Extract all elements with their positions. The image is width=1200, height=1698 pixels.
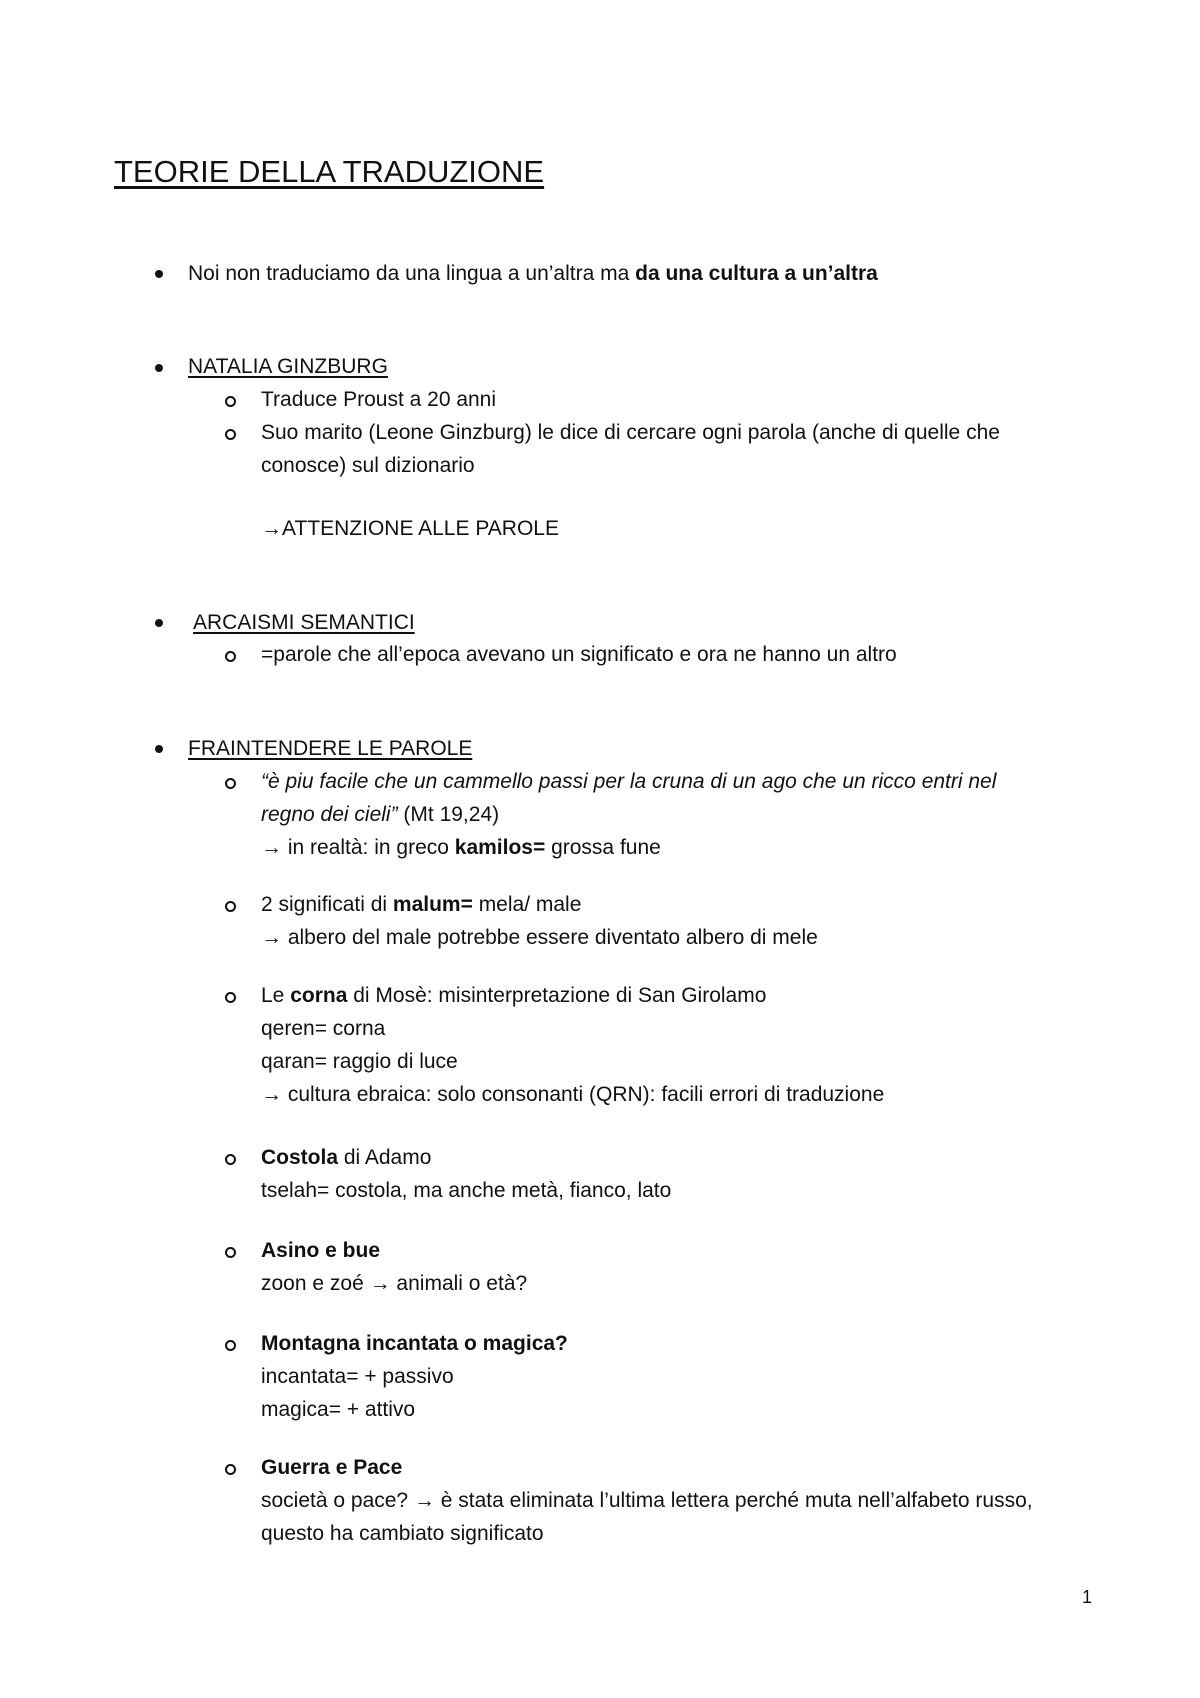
arrow-right-icon: → xyxy=(261,836,282,859)
cammello-reference: (Mt 19,24) xyxy=(397,803,500,826)
circle-bullet-icon xyxy=(225,1247,236,1258)
guerra-line-1: Guerra e Pace xyxy=(261,1456,403,1479)
intro-text: Noi non traduciamo da una lingua a un’altra ma xyxy=(188,262,636,285)
costola-text: di Adamo xyxy=(338,1146,432,1169)
cammello-quote-text: regno dei cieli” xyxy=(261,803,398,826)
corna-line-3: qaran= raggio di luce xyxy=(261,1050,458,1073)
costola-line-1 xyxy=(261,1147,431,1168)
corna-note xyxy=(261,1084,884,1105)
arrow-right-icon: → xyxy=(413,1489,435,1512)
circle-bullet-icon xyxy=(225,429,236,440)
corna-text-end: di Mosè: misinterpretazione di San Girolamo xyxy=(347,984,767,1007)
arrow-right-icon: → xyxy=(261,926,282,949)
circle-bullet-icon xyxy=(225,1154,236,1165)
circle-bullet-icon xyxy=(225,1464,236,1475)
malum-note xyxy=(261,927,818,948)
montagna-line-3: magica= + attivo xyxy=(261,1398,416,1421)
costola-line-2: tselah= costola, ma anche metà, fianco, lato xyxy=(261,1179,672,1202)
bullet-icon xyxy=(155,364,163,372)
cammello-note xyxy=(261,837,661,858)
guerra-line-2 xyxy=(261,1490,1033,1511)
page-title: TEORIE DELLA TRADUZIONE xyxy=(114,154,545,189)
intro-text-bold: da una cultura a un’altra xyxy=(635,262,878,285)
bullet-icon xyxy=(155,745,163,753)
bullet-icon xyxy=(155,619,163,627)
asino-text-end: animali o età? xyxy=(390,1272,528,1295)
malum-text-end: mela/ male xyxy=(472,893,582,916)
asino-text: zoon e zoé xyxy=(261,1272,370,1295)
circle-bullet-icon xyxy=(225,1340,236,1351)
ginzburg-item-2-line-1: Suo marito (Leone Ginzburg) le dice di cercare ogni parola (anche di quelle che xyxy=(261,421,1000,444)
cammello-note-text-end: grossa fune xyxy=(545,836,661,859)
montagna-line-2: incantata= + passivo xyxy=(261,1365,454,1388)
cammello-quote-line-2 xyxy=(261,804,499,825)
page-number: 1 xyxy=(1082,1587,1093,1607)
arcaismi-item-1: =parole che all’epoca avevano un significato e ora ne hanno un altro xyxy=(261,643,897,666)
guerra-text-end: è stata eliminata l’ultima lettera perché muta nell’alfabeto russo, xyxy=(434,1489,1033,1512)
circle-bullet-icon xyxy=(225,651,236,662)
arrow-right-icon: → xyxy=(261,1083,282,1106)
asino-line-1: Asino e bue xyxy=(261,1239,381,1262)
asino-line-2 xyxy=(261,1273,527,1294)
arcaismi-heading: ARCAISMI SEMANTICI xyxy=(193,611,415,634)
circle-bullet-icon xyxy=(225,992,236,1003)
intro-line xyxy=(188,263,878,284)
corna-text: Le xyxy=(261,984,291,1007)
ginzburg-note-text: ATTENZIONE ALLE PAROLE xyxy=(282,517,559,540)
circle-bullet-icon xyxy=(225,901,236,912)
corna-note-text: cultura ebraica: solo consonanti (QRN): facili errori di traduzione xyxy=(282,1083,885,1106)
circle-bullet-icon xyxy=(225,778,236,789)
malum-line-1 xyxy=(261,894,581,915)
malum-bold: malum= xyxy=(392,893,473,916)
corna-line-1 xyxy=(261,985,766,1006)
guerra-line-3: questo ha cambiato significato xyxy=(261,1522,544,1545)
ginzburg-item-1: Traduce Proust a 20 anni xyxy=(261,388,497,411)
guerra-text: società o pace? xyxy=(261,1489,414,1512)
malum-note-text: albero del male potrebbe essere diventato albero di mele xyxy=(282,926,818,949)
ginzburg-note xyxy=(261,518,559,539)
ginzburg-item-2-line-2: conosce) sul dizionario xyxy=(261,454,475,477)
circle-bullet-icon xyxy=(225,396,236,407)
montagna-line-1: Montagna incantata o magica? xyxy=(261,1332,568,1355)
malum-text: 2 significati di xyxy=(261,893,393,916)
corna-line-2: qeren= corna xyxy=(261,1017,386,1040)
arrow-right-icon: → xyxy=(369,1272,391,1295)
cammello-quote-line-1: “è piu facile che un cammello passi per la cruna di un ago che un ricco entri nel xyxy=(261,770,997,793)
costola-bold: Costola xyxy=(261,1146,339,1169)
corna-bold: corna xyxy=(290,984,348,1007)
fraintendere-heading: FRAINTENDERE LE PAROLE xyxy=(188,737,473,760)
ginzburg-heading: NATALIA GINZBURG xyxy=(188,355,388,378)
cammello-note-bold: kamilos= xyxy=(454,836,546,859)
bullet-icon xyxy=(155,270,163,278)
cammello-note-text: in realtà: in greco xyxy=(282,836,455,859)
arrow-right-icon: → xyxy=(261,517,282,540)
